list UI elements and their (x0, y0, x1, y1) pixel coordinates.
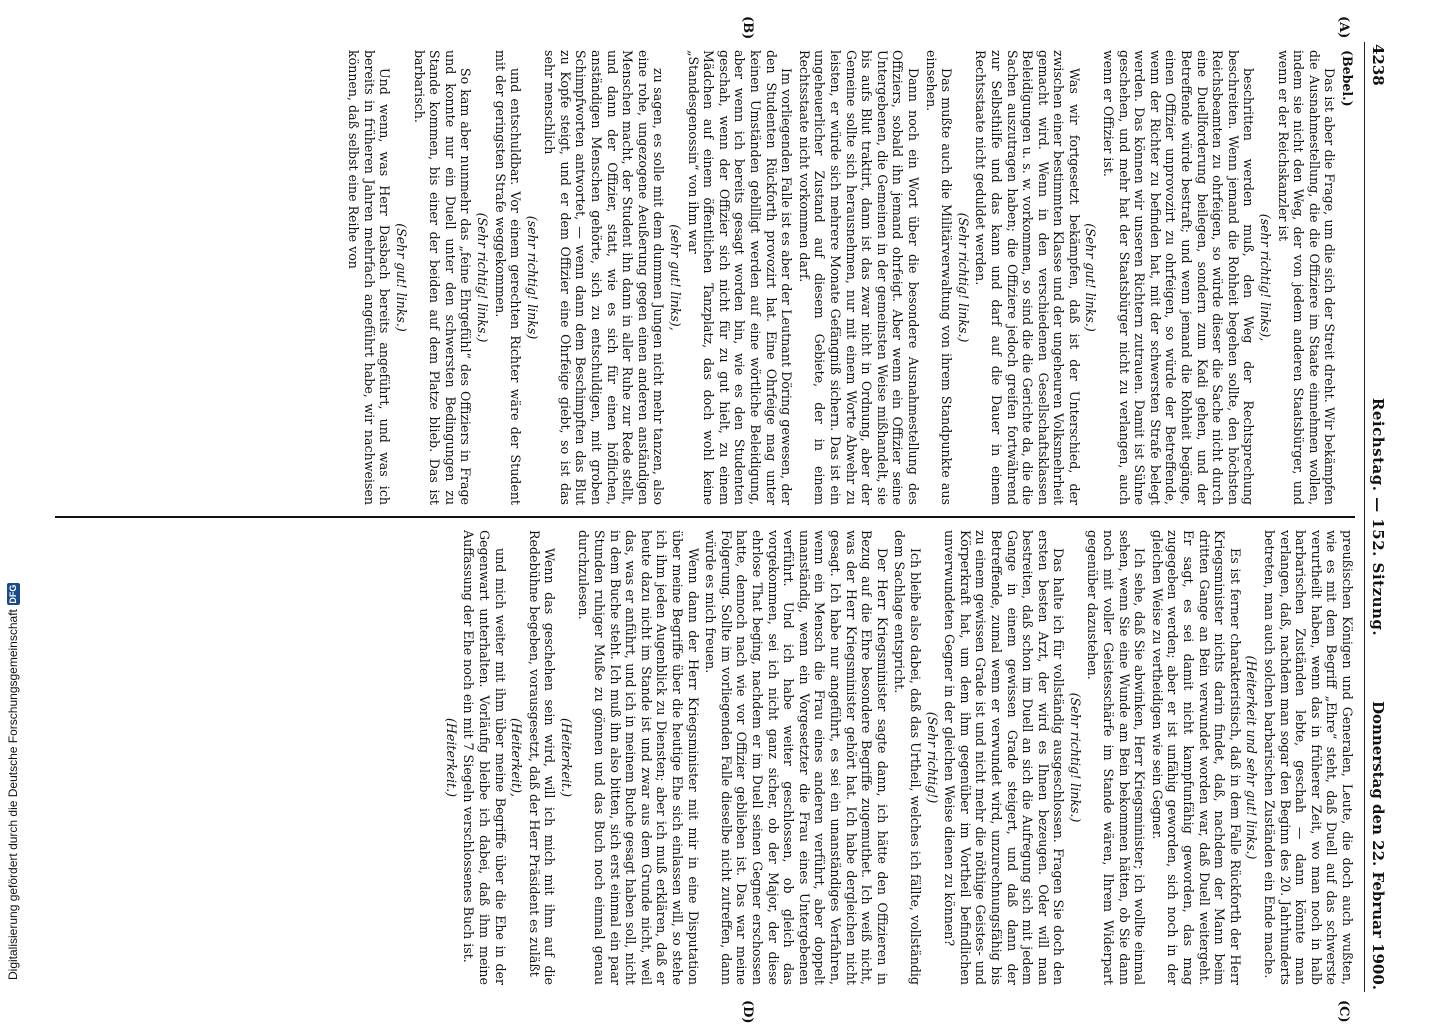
reaction-note: (sehr gut! links), (668, 224, 684, 331)
reaction-note: (sehr richtig! links) (524, 215, 540, 340)
reaction-note: (Sehr gut! links.) (1083, 223, 1099, 332)
paragraph: preußischen Königen und Generalen, Leute, die doch auch wußten, wie es mit dem Begriff „Ehre“ steht, daß Duell auf das schwerste verurtheilt haben, wenn das in früherer Zeit, wo man noch in halb barbarischen Zuständen lebte, geschah — dann könnte man verlangen, daß, nachdem man sogar den Beginn des 20. Jahrhunderts betreten, man auch solchen barbarischen Zuständen ein Ende mache. (1262, 530, 1355, 985)
column-divider (55, 516, 1355, 518)
paragraph: Das halte ich für vollständig ausgeschlossen. Fragen Sie doch den ersten besten Arzt, der wird es Ihnen bezeugen. Oder will man bestreiten, daß schon im Duell an sich die Aufregung sich mit jedem Gange in einem gewissen Grade steigert, und daß dann der Betreffende, zumal wenn er verwundet wird, unzurechnungsfähig bis zu einem gewissen Grade ist und nicht mehr die nöthige Geistes- und Körperkraft hat, um dem ihm gegenüber im Vortheil befindlichen unverwundeten Gegner in der gleichen Weise dienen zu können? (942, 530, 1067, 985)
right-column-body (443, 530, 1355, 985)
page-header (1357, 42, 1387, 992)
left-column-body (346, 50, 1338, 505)
margin-marker-d: (D) (740, 1000, 755, 1024)
paragraph: Der Herr Kriegsminister sagte dann, ich hätte den Offizieren in Bezug auf die Ehre besondere Begriffe zugemuthet. Ich weiß nicht, was der Herr Kriegsminister gehört hat. Ich habe dergleichen nicht gesagt. Ich habe nur angeführt, es sei ein unanständiges Verfahren, wenn ein Mensch die Frau eines anderen verführt, aber doppelt unanständig, wenn ein Vorgesetzter die Frau eines Untergebenen verführt. Und ich habe weiter geschlossen, ob gleich das vorgekommen, sei ich nicht ganz sicher, ob der Major, der diese ehrlose That beging, nachdem er im Duell seinen Gegner erschossen hatte, dennoch nach wie vor Offizier geblieben ist. Das war meine Folgerung. Sollte im vorliegenden Falle dieselbe nicht zutreffen, dann würde es mich freuen. (703, 530, 890, 985)
footer (4, 584, 32, 984)
paragraph: Das ist aber die Frage, um die sich der Streit dreht. Wir bekämpfen die Ausnahmestellung, die die Offiziere im Staate einnehmen wollen, indem sie nicht den Weg, der von jedem anderen Staatsbürger, und wenn er der Reichskanzler ist (1275, 50, 1338, 505)
page-number: 4238 (1369, 44, 1387, 86)
reaction-note: (Sehr gut! links.) (393, 223, 409, 332)
header-rule (1364, 42, 1365, 992)
paragraph: Ich sehe, daß Sie abwinken, Herr Kriegsminister; ich wollte einmal sehen, wenn Sie eine Wunde am Bein bekommen hätten, ob Sie dann noch mit voller Geistesschärfe im Stande wären, Ihrem Widerpart gegenüber dazustehen. (1085, 530, 1148, 985)
reaction-note: (Heiterkeit.) (443, 718, 459, 797)
session-date: Donnerstag den 22. Februar 1900. (1369, 700, 1387, 990)
dfg-logo: DFG (7, 584, 18, 604)
paragraph: und entschuldbar. Vor einem gerechten Richter wäre der Student mit der geringsten Strafe weggekommen. (492, 50, 524, 505)
paragraph: und mich weiter mit ihm über meine Begriffe über die Ehe in der Gegenwart unterhalten. Vorläufig bleibe ich dabei, daß ihm meine Auffassung der Ehe noch ein mit 7 Siegeln verschlossenes Buch ist. (461, 530, 508, 985)
reaction-note: (Heiterkeit), (509, 718, 525, 797)
rotated-page (42, 16, 1387, 1024)
reaction-note: (Sehr richtig! links.) (474, 212, 490, 343)
reaction-note: (Heiterkeit.) (558, 718, 574, 797)
paragraph: Ich bleibe also dabei, daß das Urtheil, welches ich fällte, vollständig dem Sachlage entspricht. (892, 530, 923, 985)
paragraph: Und wenn, was Herr Dasbach bereits angeführt, und was ich bereits in früheren Jahren mehrfach angeführt habe, wir nachweisen können, daß selbst eine Reihe von (346, 50, 393, 505)
paragraph: Wenn dann der Herr Kriegsminister mit mir in eine Disputation über meine Begriffe über die heutige Ehe sich einlassen will, so stehe ich ihm jeden Augenblick zu Diensten; aber ich muß erklären, daß er heute dazu nicht im Stande ist und zwar aus dem Grunde nicht, weil das, was er anführt, und ich in meinem Buche gesagt haben soll, nicht in dem Buche steht. Ich muß ihn also bitten, sich erst einmal ein paar Stunden ruhiger Muße zu gönnen und das Buch noch einmal genau durchzulesen. (576, 530, 701, 985)
paragraph: Dann noch ein Wort über die besondere Ausnahmestellung des Offiziers, sobald ihn jemand ohrfeigt. Aber wenn ein Offizier seine Untergebenen, die Gemeinen in der gemeinsten Weise mißhandelt, sie bis aufs Blut traktirt, dann ist das zwar nicht in Ordnung, aber der Gemeine sollte sich herausnehmen, nur mit einem Worte Abwehr zu leisten, er würde sich mehrere Monate Gefängniß sichern. Das ist ein ungeheuerlicher Zustand auf diesem Gebiete, der in einem Rechtsstaate nicht vorkommen darf. (796, 50, 921, 505)
footer-credit (6, 583, 20, 980)
left-column (55, 50, 1355, 505)
paragraph: So kam aber nunmehr das „feine Ehrgefühl“ des Offiziers in Frage und konnte nur ein Duell unter den schwersten Bedingungen zu Stande kommen, bis einer der beiden auf dem Platze blieb. Das ist barbarisch. (411, 50, 474, 505)
right-column (55, 530, 1355, 985)
footer-text: Digitalisierung gefördert durch die Deutsche Forschungsgemeinschaft (6, 609, 20, 980)
speaker-name: (Bebel.) (1340, 50, 1355, 107)
reaction-note: (Sehr richtig! links.) (1067, 692, 1083, 823)
margin-marker-b: (B) (740, 16, 755, 40)
reaction-note: (Sehr richtig! links.) (955, 212, 971, 343)
paragraph: Das mußte auch die Militärverwaltung von ihrem Standpunkte aus einsehen. (923, 50, 955, 505)
paragraph: beschritten werden muß, den Weg der Rechtsprechung beschreiten. Wenn jemand die Rohheit begehen sollte, den höchsten Reichsbeamten zu ohrfeigen, so würde dieser die Sache nicht durch eine Duellforderung beilegen, sondern zum Kadi gehen, und der Betreffende würde bestraft; und wenn jemand die Rohheit begänge, einen Offizier unprovozirt zu ohrfeigen, so würde der Betreffende, wenn der Richter zu befinden hat, mit der schwersten Strafe belegt werden. Das können wir unseren Richtern zutrauen. Damit ist Sühne geschehen, und mehr hat der Staatsbürger nicht zu verlangen, auch wenn er Offizier ist. (1101, 50, 1257, 505)
paragraph: Wenn das geschehen sein wird, will ich mich mit ihm auf die Redebühne begeben, vorausgesetzt, daß der Herr Präsident es zuläßt (526, 530, 558, 985)
paragraph: Was wir fortgesetzt bekämpfen, daß ist der Unterschied, der zwischen einer bestimmten Klasse und der ungeheuren Volksmehrheit gemacht wird. Wenn in den verschiedenen Gesellschaftsklassen Beleidigungen u. s. w. vorkommen, so sind die die Gerichte da, die die Sachen auszutragen haben; die Offiziere jedoch greifen fortwährend zur Selbsthilfe und das kann und darf auf die Dauer in einem Rechtsstaate nicht geduldet werden. (973, 50, 1082, 505)
paragraph: Es ist ferner charakteristisch, daß in dem Falle Rückforth der Herr Kriegsminister nichts darin findet, daß, nachdem der Mann beim dritten Gange an Bein verwundet worden war, daß Duell weitergeht. Er sagt, es sei damit nicht kampfunfähig geworden, das mag zugegeben werden; aber er ist unfähig geworden, sich noch in der gleichen Weise zu vertheidigen wie sein Gegner. (1149, 530, 1243, 985)
reaction-note: (Heiterkeit und sehr gut! links.) (1244, 655, 1260, 860)
paragraph: Im vorliegenden Falle ist es aber der Leutnant Döring gewesen, der den Studenten Rückforth provozirt hat. Eine Ohrfeige mag unter keinen Umständen gebilligt werden auf eine wörtliche Beleidigung, aber wenn ich bereits gesagt worden bin, wie es den Studenten geschah, wenn der Offizier sich nicht für zu gut hielt, zu einem Mädchen auf einem öffentlichen Tanzplatz, das doch wohl keine „Standesgenossin“ von ihm war (685, 50, 795, 505)
paragraph: zu sagen, es solle mit dem dummen Jungen nicht mehr tanzen, also eine rohe, ungezogene Aeußerung gegen einen anderen anständigen Menschen macht, der Student ihn dann in aller Ruhe zur Rede stellt, und dann der Offizier, statt, wie es sich für einen höflichen, anständigen Menschen gehörte, sich zu entschuldigen, mit groben Schimpfworten antwortet, — wenn dann dem Beschimpften das Blut zu Kopfe steigt, und er dem Offizier eine Ohrfeige giebt, so ist das sehr menschlich (542, 50, 667, 505)
page-title: Reichstag. — 152. Sitzung. (1369, 397, 1387, 637)
margin-marker-c: (C) (1336, 1000, 1351, 1023)
reaction-note: (sehr richtig! links), (1258, 213, 1274, 342)
margin-marker-a: (A) (1336, 16, 1351, 39)
reaction-note: (Sehr richtig!) (924, 711, 940, 804)
